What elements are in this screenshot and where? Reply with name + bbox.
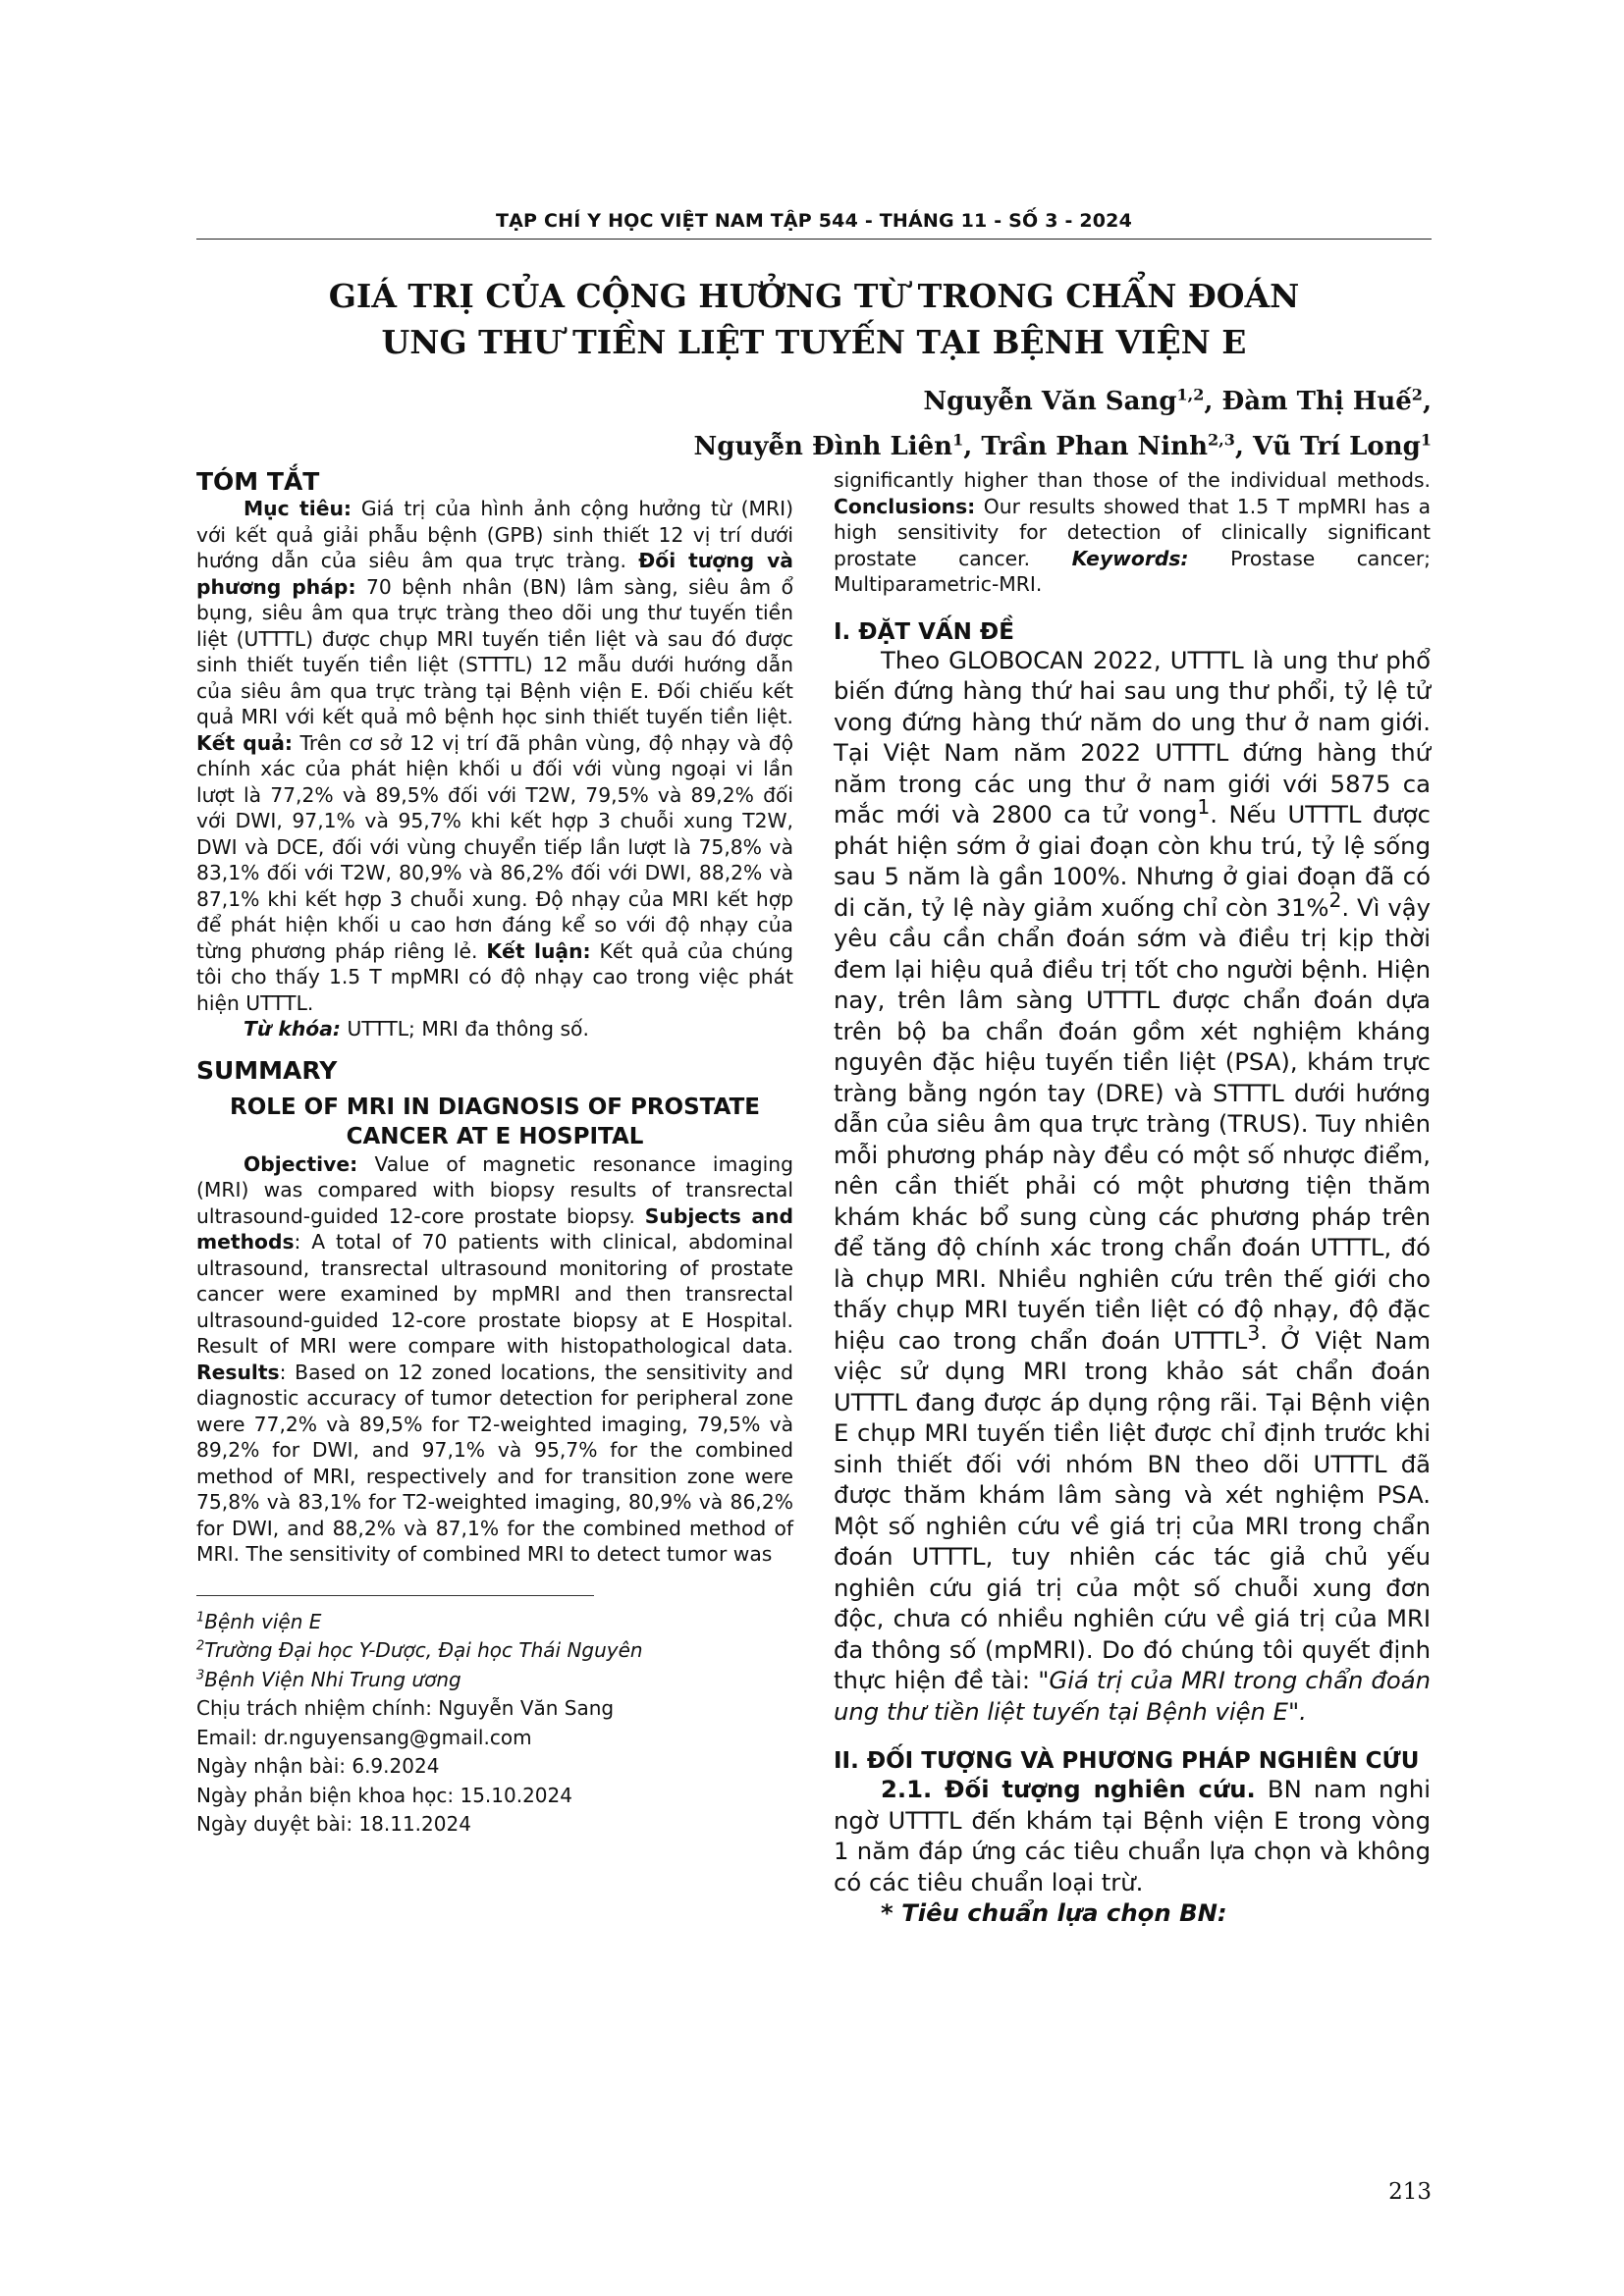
title-line-2: UNG THƯ TIỀN LIỆT TUYẾN TẠI BỆNH VIỆN E [381,323,1247,361]
keywords-vi [196,1016,793,1042]
author-affiliation: 2 [1411,385,1423,404]
reviewed-date: Ngày phản biện khoa học: 15.10.2024 [196,1783,572,1807]
article-title [196,273,1432,365]
body-text: . Vì vậy yêu cầu cần chẩn đoán sớm và điều trị kịp thời đem lại hiệu quả điều trị tốt cho người bệnh. Hiện nay, trên lâm sàng UTTTL được chẩn đoán dựa trên bộ ba chẩn đoán gồm xét nghiệm kháng nguyên đặc hiệu tuyến tiền liệt (PSA), khám trực tràng bằng ngón tay (DRE) và STTTL dưới hướng dẫn của siêu âm qua trực tràng (TRUS). Tuy nhiên mỗi phương pháp này đều có một số nhược điểm, nên cần thiết phải có một phương tiện thăm khám khác bổ sung cùng các phương pháp trên để tăng độ chính xác trong chẩn đoán UTTTL, đó là chụp MRI. Nhiều nghiên cứu trên thế giới cho thấy chụp MRI tuyến tiền liệt có độ nhạy, độ đặc hiệu cao trong chẩn đoán UTTTL [834,892,1431,1355]
section-2-1-body [834,1774,1431,1897]
objective-label: Mục tiêu: [244,497,352,520]
left-column [196,467,793,1840]
footnote-marker: 2 [196,1638,205,1654]
summary-continued [834,467,1431,598]
study-title-quote: "Giá trị của MRI trong chẩn đoán ung thư tiền liệt tuyến tại Bệnh viện E". [834,1666,1431,1726]
objective-text: Giá trị của hình ảnh cộng hưởng từ (MRI) với kết quả giải phẫu bệnh (GPB) sinh thiết 12 vị trí dưới hướng dẫn của siêu âm qua trực tràng. [196,497,794,572]
body-text: Theo GLOBOCAN 2022, UTTTL là ung thư phổ biến đứng hàng thứ hai sau ung thư phổi, tỷ lệ tử vong đứng hàng thứ năm do ung thư ở nam giới. Tại Việt Nam năm 2022 UTTTL đứng hàng thứ năm trong các ung thư ở nam giới với 5875 ca mắc mới và 2800 ca tử vong [834,645,1431,828]
citation-ref: 1 [1197,794,1211,819]
authors-line-1: Nguyễn Văn Sang$^{1,2}$, Đàm Thị Huế$^2$, [923,385,1432,416]
body-text: . Nếu UTTTL được phát hiện sớm ở giai đoạn còn khu trú, tỷ lệ sống sau 5 năm là gần 100%. Nhưng ở giai đoạn đã có di căn, tỷ lệ này giảm xuống chỉ còn 31% [834,800,1431,922]
title-line-1: GIÁ TRỊ CỦA CỘNG HƯỞNG TỪ TRONG CHẨN ĐOÁN [328,277,1300,315]
author-email[interactable]: Email: dr.nguyensang@gmail.com [196,1725,532,1749]
right-column [834,467,1431,1929]
footnote-text: Bệnh viện E [204,1609,322,1633]
author-affiliation: 1,2 [1176,385,1205,404]
footnote-marker: 1 [196,1609,205,1625]
methods-text: : A total of 70 patients with clinical, abdominal ultrasound, transrectal ultrasound monitoring of prostate cancer were examined by mpMRI and then transrectal ultrasound-guided 12-core prostate biopsy at E Hospital. Result of MRI were compare with histopathological data. [196,1230,793,1358]
subsection-label: 2.1. Đối tượng nghiên cứu. [881,1775,1256,1803]
results-text: Trên cơ sở 12 vị trí đã phân vùng, độ nhạy và độ chính xác của phát hiện khối u đối với vùng ngoại vi lần lượt là 77,2% và 89,5% đối với T2W, 79,5% và 89,2% đối với DWI, 97,1% và 95,7% khi kết hợp 3 chuỗi xung T2W, DWI và DCE, đối với vùng chuyển tiếp lần lượt là 75,8% và 83,1% đối với T2W, 80,9% và 86,2% đối với DWI, 88,2% và 87,1% khi kết hợp 3 chuỗi xung. Độ nhạy của MRI kết hợp để phát hiện khối u cao hơn đáng kể so với độ nhạy của từng phương pháp riêng lẻ. [196,730,793,963]
authors-line-2: Nguyễn Đình Liên$^1$, Trần Phan Ninh$^{2,3}$, Vũ Trí Long$^1$ [693,430,1432,461]
continued-text: significantly higher than those of the individual methods. [834,468,1431,492]
author-list [253,379,1432,469]
footnotes [196,1608,793,1840]
methods-label: Subjects and methods [196,1203,793,1254]
journal-header: TẠP CHÍ Y HỌC VIỆT NAM TẬP 544 - THÁNG 11 - SỐ 3 - 2024 [495,210,1133,232]
abstract-heading: TÓM TẮT [196,467,320,496]
conclusions-text: Our results showed that 1.5 T mpMRI has a high sensitivity for detection of clinically significant prostate cancer. [834,494,1431,570]
summary-title-line-2: CANCER AT E HOSPITAL [346,1123,644,1149]
footnote-affiliation-1 [196,1608,793,1637]
conclusions-label: Conclusions: [834,494,976,518]
section-1-body [834,645,1431,1728]
citation-ref: 3 [1247,1320,1261,1345]
footnote-affiliation-2 [196,1636,793,1666]
keywords-label: Từ khóa: [244,1017,341,1041]
corresponding-author: Chịu trách nhiệm chính: Nguyễn Văn Sang [196,1696,615,1720]
results-label: Kết quả: [196,730,293,755]
summary-title [196,1093,793,1151]
conclusion-text: Kết quả của chúng tôi cho thấy 1.5 T mpMRI có độ nhạy cao trong việc phát hiện UTTTL. [196,938,793,1015]
abstract-vi-body [196,496,793,1016]
body-text: . Ở Việt Nam việc sử dụng MRI trong khảo sát chẩn đoán UTTTL đang được áp dụng rộng rãi. Tại Bệnh viện E chụp MRI tuyến tiền liệt được chỉ định trước khi sinh thiết đối với nhóm BN theo dõi UTTTL đã được thăm khám lâm sàng và xét nghiệm PSA. Một số nghiên cứu về giá trị của MRI trong chẩn đoán UTTTL, tuy nhiên các tác giả chủ yếu nghiên cứu giá trị của một số chuỗi xung đơn độc, chưa có nhiều nghiên cứu về giá trị của MRI đa thông số (mpMRI). Do đó chúng tôi quyết định thực hiện đề tài: [834,1325,1432,1694]
conclusion-label: Kết luận: [486,938,591,963]
author-name: Đàm Thị Huế [1221,387,1412,416]
footnote-affiliation-3 [196,1666,793,1695]
author-name: Trần Phan Ninh [981,432,1208,461]
citation-ref: 2 [1328,887,1342,912]
summary-title-line-1: ROLE OF MRI IN DIAGNOSIS OF PROSTATE [230,1094,760,1120]
footnote-marker: 3 [196,1667,205,1682]
received-date: Ngày nhận bài: 6.9.2024 [196,1754,440,1778]
results-label: Results [196,1360,280,1384]
selection-criteria-heading: * Tiêu chuẩn lựa chọn BN: [881,1898,1227,1927]
footnote-rule [196,1595,594,1596]
author-affiliation: 2,3 [1207,430,1235,450]
page-number: 213 [1388,2179,1432,2205]
footnote-text: Bệnh Viện Nhi Trung ương [204,1667,461,1691]
keywords-label: Keywords: [1071,546,1189,570]
author-name: Nguyễn Văn Sang [923,387,1177,416]
author-name: Nguyễn Đình Liên [693,432,953,461]
body-text: BN nam nghi ngờ UTTTL đến khám tại Bệnh viện E trong vòng 1 năm đáp ứng các tiêu chuẩn lựa chọn và không có các tiêu chuẩn loại trừ. [834,1775,1431,1896]
section-2-heading: II. ĐỐI TƯỢNG VÀ PHƯƠNG PHÁP NGHIÊN CỨU [834,1748,1420,1774]
methods-label: Đối tượng và phương pháp: [196,549,793,599]
objective-label: Objective: [244,1151,358,1176]
author-name: Vũ Trí Long [1252,432,1421,461]
footnote-text: Trường Đại học Y-Dược, Đại học Thái Nguyên [204,1638,643,1662]
accepted-date: Ngày duyệt bài: 18.11.2024 [196,1812,471,1836]
section-1-heading: I. ĐẶT VẤN ĐỀ [834,618,1014,645]
methods-text: 70 bệnh nhân (BN) lâm sàng, siêu âm ổ bụng, siêu âm qua trực tràng theo dõi ung thư tuyến tiền liệt (UTTTL) được chụp MRI tuyến tiền liệt và sau đó được sinh thiết tuyến tiền liệt (STTTL) 12 mẫu dưới hướng dẫn của siêu âm qua trực tràng tại Bệnh viện E. Đối chiếu kết quả MRI với kết quả mô bệnh học sinh thiết tuyến tiền liệt. [196,574,793,728]
results-text: : Based on 12 zoned locations, the sensitivity and diagnostic accuracy of tumor detection for peripheral zone were 77,2% và 89,5% for T2-weighted imaging, 79,5% và 89,2% for DWI, and 97,1% và 95,7% for the combined method of MRI, respectively and for transition zone were 75,8% và 83,1% for T2-weighted imaging, 80,9% và 86,2% for DWI, and 88,2% và 87,1% for the combined method of MRI. The sensitivity of combined MRI to detect tumor was [196,1360,793,1566]
summary-heading: SUMMARY [196,1055,338,1085]
keywords-text: UTTTL; MRI đa thông số. [341,1017,589,1041]
summary-body [196,1151,793,1568]
header-rule [196,239,1432,240]
author-affiliation: 1 [1420,430,1432,450]
keywords-text: Prostase cancer; Multiparametric-MRI. [834,546,1431,596]
objective-text: Value of magnetic resonance imaging (MRI) was compared with biopsy results of transrectal ultrasound-guided 12-core prostate biopsy. [196,1151,793,1228]
author-affiliation: 1 [952,430,964,450]
